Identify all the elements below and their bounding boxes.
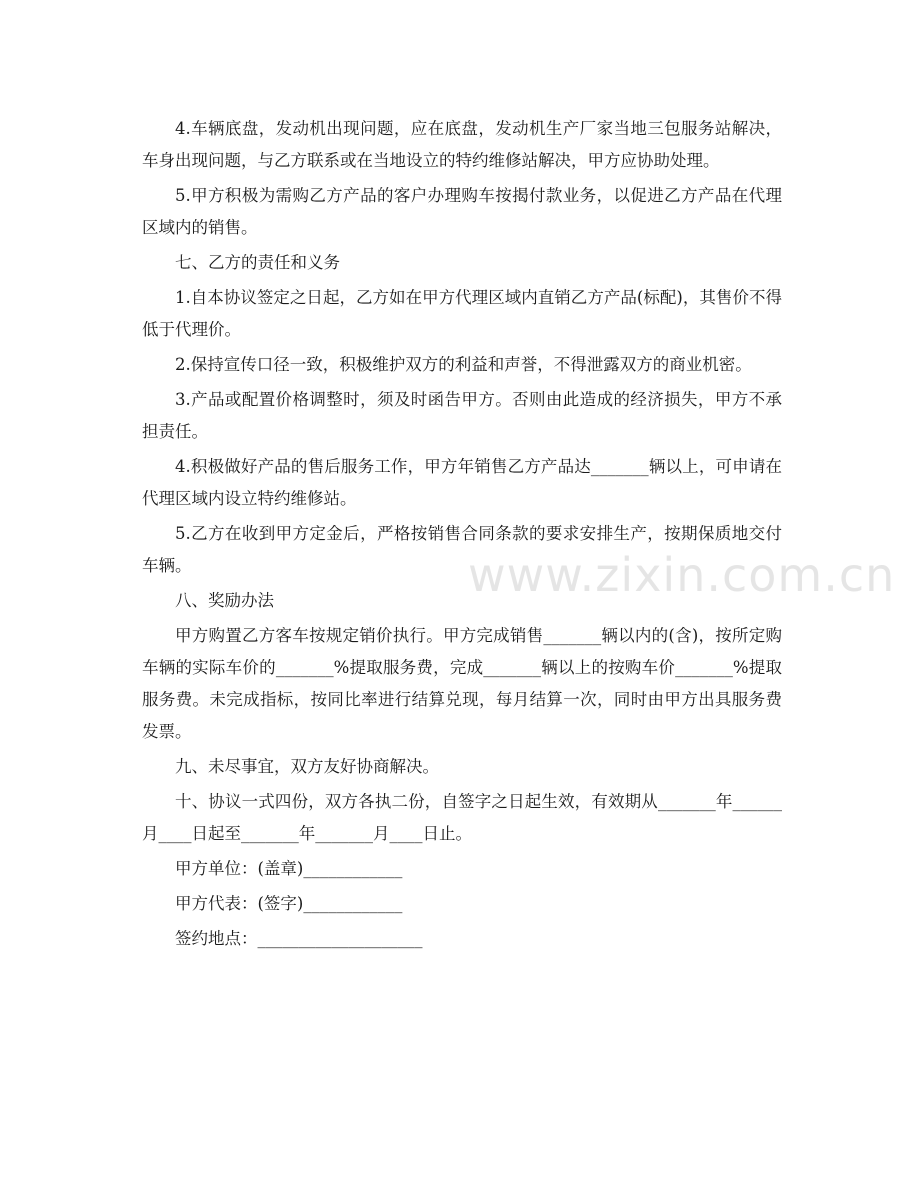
clause-paragraph: 5.乙方在收到甲方定金后，严格按销售合同条款的要求安排生产，按期保质地交付车辆。 (142, 524, 782, 575)
clause-paragraph: 甲方购置乙方客车按规定销价执行。甲方完成销售_______辆以内的(含)，按所定购车辆的实际车价的_______%提取服务费，完成_______辆以上的按购车价_______%提取服务费。未完成指标，按同比率进行结算兑现，每月结算一次，同时由甲方出具服务费发票。 (142, 626, 782, 741)
clause-paragraph: 1.自本协议签定之日起，乙方如在甲方代理区域内直销乙方产品(标配)，其售价不得低于代理价。 (142, 288, 782, 339)
signature-line-party-a-unit: 甲方单位：(盖章)____________ (175, 859, 403, 878)
section-heading: 八、奖励办法 (175, 591, 274, 610)
signature-line-signing-location: 签约地点：____________________ (175, 929, 423, 948)
document-body (142, 113, 782, 958)
clause-paragraph: 2.保持宣传口径一致，积极维护双方的利益和声誉，不得泄露双方的商业机密。 (175, 355, 752, 374)
clause-paragraph: 九、未尽事宜，双方友好协商解决。 (175, 757, 439, 776)
clause-paragraph: 十、协议一式四份，双方各执二份，自签字之日起生效，有效期从_______年______月____日起至_______年_______月____日止。 (142, 792, 782, 843)
section-heading: 七、乙方的责任和义务 (175, 253, 340, 272)
clause-paragraph: 4.积极做好产品的售后服务工作，甲方年销售乙方产品达_______辆以上，可申请在代理区域内设立特约维修站。 (142, 457, 782, 508)
clause-paragraph: 5.甲方积极为需购乙方产品的客户办理购车按揭付款业务，以促进乙方产品在代理区域内的销售。 (142, 186, 782, 237)
signature-line-party-a-representative: 甲方代表：(签字)____________ (175, 894, 403, 913)
clause-paragraph: 4.车辆底盘，发动机出现问题，应在底盘，发动机生产厂家当地三包服务站解决，车身出现问题，与乙方联系或在当地设立的特约维修站解决，甲方应协助处理。 (142, 119, 782, 170)
watermark: www.zixin.com.cn (468, 548, 896, 602)
clause-paragraph: 3.产品或配置价格调整时，须及时函告甲方。否则由此造成的经济损失，甲方不承担责任。 (142, 390, 782, 441)
